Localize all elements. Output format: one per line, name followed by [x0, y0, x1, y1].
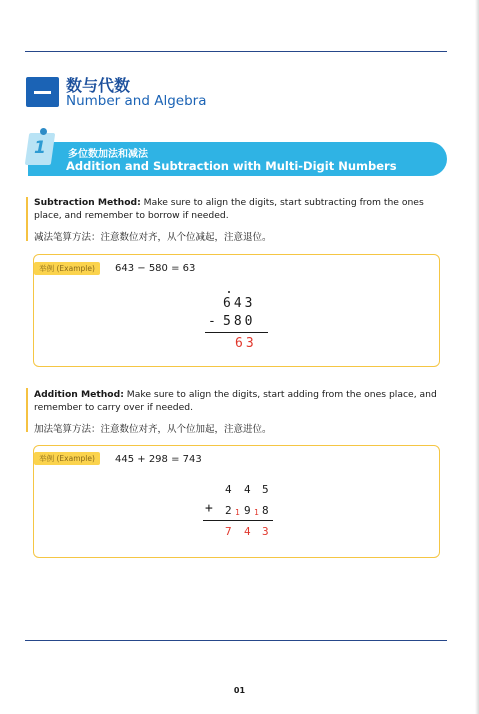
bottom-rule — [25, 640, 447, 641]
addition-top-digit-tens: 4 — [244, 483, 251, 496]
addition-carry-hundreds: 1 — [235, 508, 240, 517]
addition-heading: Addition Method: — [34, 389, 124, 400]
addition-top-digit-ones: 5 — [262, 483, 269, 496]
addition-method-text — [34, 388, 450, 414]
addition-result-line — [203, 520, 273, 521]
subtraction-bottom-number: 580 — [223, 314, 256, 329]
page-edge — [475, 0, 479, 714]
addition-description: Make sure to align the digits, start adding from the ones place, and remember to carry over if needed. — [34, 389, 437, 413]
addition-result-ones: 3 — [262, 525, 269, 538]
chapter-one-mark — [34, 91, 51, 94]
subtraction-note-cn: 减法笔算方法：注意数位对齐，从个位减起，注意退位。 — [34, 232, 272, 243]
subtraction-heading: Subtraction Method: — [34, 197, 141, 208]
top-rule — [25, 51, 447, 52]
section-title-cn: 多位数加法和减法 — [68, 149, 148, 160]
addition-note-cn: 加法笔算方法：注意数位对齐，从个位加起，注意进位。 — [34, 424, 272, 435]
addition-top-digit-hundreds: 4 — [225, 483, 232, 496]
page-number: 01 — [233, 686, 246, 695]
addition-bottom-digit-hundreds: 2 — [225, 504, 232, 517]
subtraction-result-line — [205, 332, 268, 333]
subtraction-operator: - — [208, 314, 216, 329]
section-title-en: Addition and Subtraction with Multi-Digit Numbers — [66, 159, 397, 173]
chapter-number-box — [26, 77, 59, 107]
chapter-title-cn: 数与代数 — [66, 76, 131, 95]
subtraction-description: Make sure to align the digits, start subtracting from the ones place, and remember to borrow if needed. — [34, 197, 424, 221]
subtraction-top-number: 643 — [223, 296, 256, 311]
section-number: 1 — [34, 138, 46, 158]
addition-bottom-digit-tens: 9 — [244, 504, 251, 517]
subtraction-example-label: 举例 (Example) — [34, 262, 100, 275]
addition-result-hundreds: 7 — [225, 525, 232, 538]
subtraction-result: 63 — [235, 336, 257, 351]
subtraction-equation: 643 − 580 = 63 — [115, 263, 196, 274]
addition-accent-bar — [26, 388, 28, 432]
chapter-title-en: Number and Algebra — [66, 93, 207, 109]
pin-icon — [40, 128, 47, 135]
addition-carry-tens: 1 — [254, 508, 259, 517]
subtraction-accent-bar — [26, 197, 28, 241]
addition-equation: 445 + 298 = 743 — [115, 454, 202, 465]
borrow-dot — [228, 291, 230, 293]
addition-example-label: 举例 (Example) — [34, 452, 100, 465]
addition-bottom-digit-ones: 8 — [262, 504, 269, 517]
subtraction-method-text — [34, 196, 450, 222]
addition-result-tens: 4 — [244, 525, 251, 538]
addition-operator: + — [205, 501, 213, 516]
